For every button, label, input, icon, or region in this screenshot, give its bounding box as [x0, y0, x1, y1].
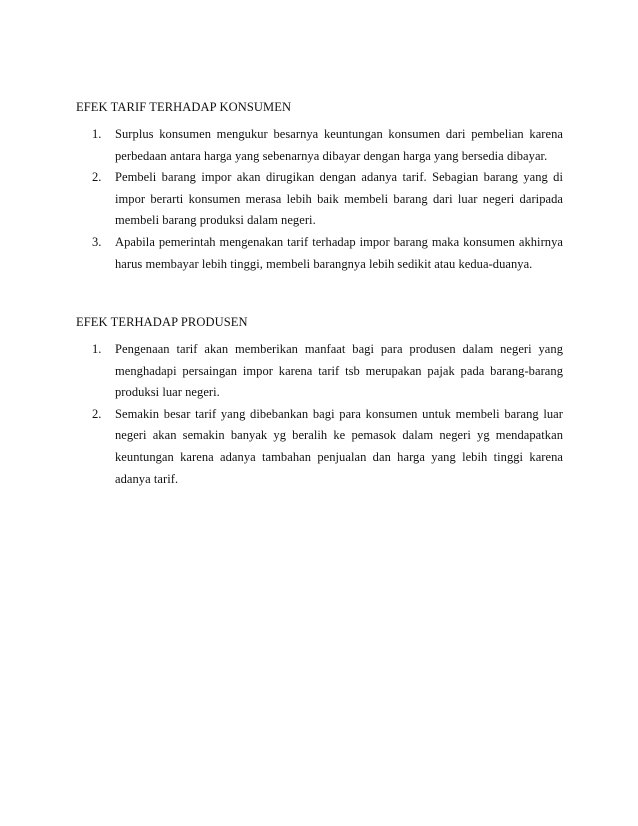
list-item-text: Pembeli barang impor akan dirugikan dengan adanya tarif. Sebagian barang yang di impor berarti konsumen merasa lebih baik membeli barang dari luar negeri daripada membeli barang produksi dalam negeri.	[115, 170, 563, 228]
section-heading: EFEK TERHADAP PRODUSEN	[76, 315, 248, 329]
section-produsen	[76, 310, 563, 490]
list-item-text: Surplus konsumen mengukur besarnya keuntungan konsumen dari pembelian karena perbedaan antara harga yang sebenarnya dibayar dengan harga yang bersedia dibayar.	[115, 127, 563, 163]
list-item	[76, 404, 563, 490]
list-number: 3.	[92, 234, 102, 249]
list-item	[76, 232, 563, 275]
list-item-text: Semakin besar tarif yang dibebankan bagi para konsumen untuk membeli barang luar negeri akan semakin banyak yg beralih ke pemasok dalam negeri yg mendapatkan keuntungan karena adanya tambahan penjualan dan harga yang lebih tinggi karena adanya tarif.	[115, 406, 563, 486]
list-item-text: Pengenaan tarif akan memberikan manfaat bagi para produsen dalam negeri yang menghadapi persaingan impor karena tarif tsb merupakan pajak pada barang-barang produksi luar negeri.	[115, 342, 563, 400]
list-number: 2.	[92, 406, 102, 421]
list-item-text: Apabila pemerintah mengenakan tarif terhadap impor barang maka konsumen akhirnya harus membayar lebih tinggi, membeli barangnya lebih sedikit atau kedua-duanya.	[115, 234, 563, 271]
list-number: 2.	[92, 170, 102, 185]
list-item	[76, 124, 563, 167]
list-item	[76, 167, 563, 232]
numbered-list	[76, 339, 563, 490]
list-number: 1.	[92, 342, 102, 356]
section-konsumen	[76, 95, 563, 275]
numbered-list	[76, 124, 563, 275]
section-heading: EFEK TARIF TERHADAP KONSUMEN	[76, 100, 292, 114]
list-number: 1.	[92, 127, 102, 141]
list-item	[76, 339, 563, 404]
